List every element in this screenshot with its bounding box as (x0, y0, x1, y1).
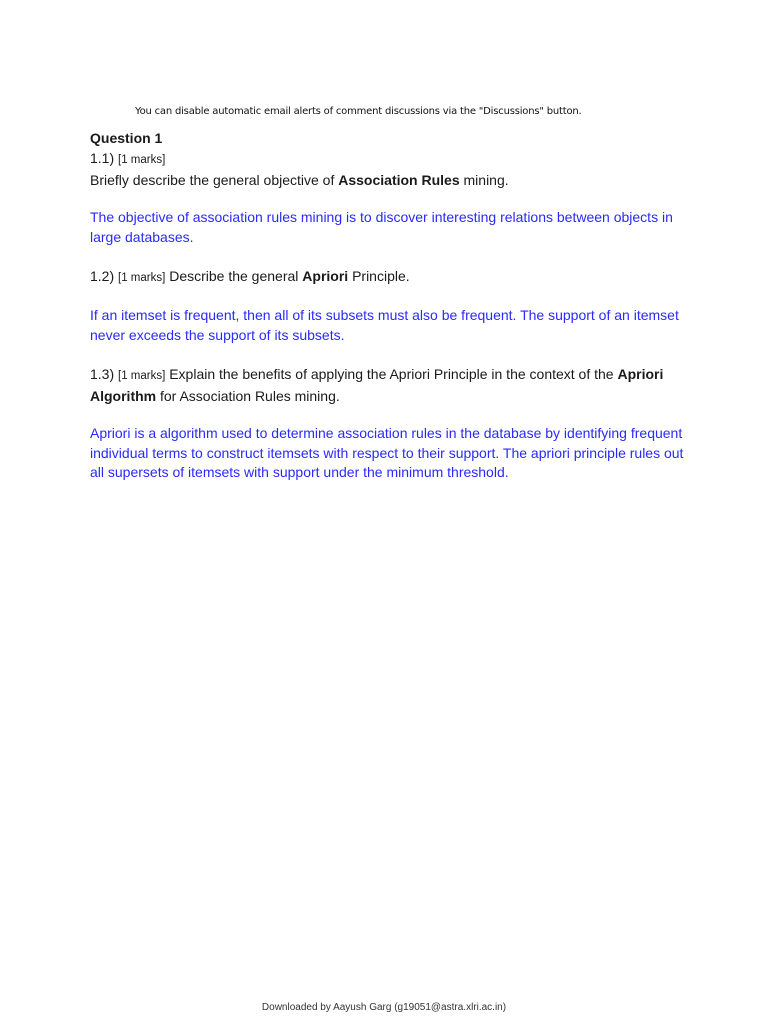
discussion-alert-notice: You can disable automatic email alerts of comment discussions via the "Discussions" button. (135, 106, 582, 117)
question-content (90, 128, 695, 483)
question-text: for Association Rules mining. (160, 388, 340, 404)
question-title: Question 1 (90, 130, 163, 146)
question-number: 1.3) (90, 366, 115, 382)
answer-1-1: The objective of association rules mining is to discover interesting relations between objects in large databases. (90, 209, 673, 245)
question-text: Explain the benefits of applying the Apriori Principle in the context of the (169, 366, 614, 382)
question-number: 1.1) (90, 150, 115, 166)
marks-label: [1 marks] (118, 272, 166, 284)
question-keyword: Apriori Algorithm (90, 366, 664, 404)
question-text: mining. (463, 172, 509, 188)
question-keyword: Apriori (302, 268, 349, 284)
marks-label: [1 marks] (118, 370, 166, 382)
download-footer: Downloaded by Aayush Garg (g19051@astra.xlri.ac.in) (261, 1002, 507, 1013)
question-text: Principle. (352, 268, 410, 284)
answer-1-2: If an itemset is frequent, then all of its subsets must also be frequent. The support of an itemset never exceeds the support of its subsets. (90, 307, 679, 343)
question-1-2-text (90, 266, 695, 288)
marks-label: [1 marks] (118, 154, 166, 166)
question-text: Describe the general (169, 268, 299, 284)
question-1-1-text (90, 170, 695, 190)
question-1-1-header (90, 148, 695, 170)
question-number: 1.2) (90, 268, 115, 284)
answer-1-3: Apriori is a algorithm used to determine association rules in the database by identifying frequent individual terms to construct itemsets with respect to their support. The apriori principle rules out all supersets of itemsets with support under the minimum threshold. (90, 425, 684, 480)
question-keyword: Association Rules (338, 172, 460, 188)
question-text: Briefly describe the general objective of (90, 172, 335, 188)
question-1-3-text (90, 364, 695, 406)
